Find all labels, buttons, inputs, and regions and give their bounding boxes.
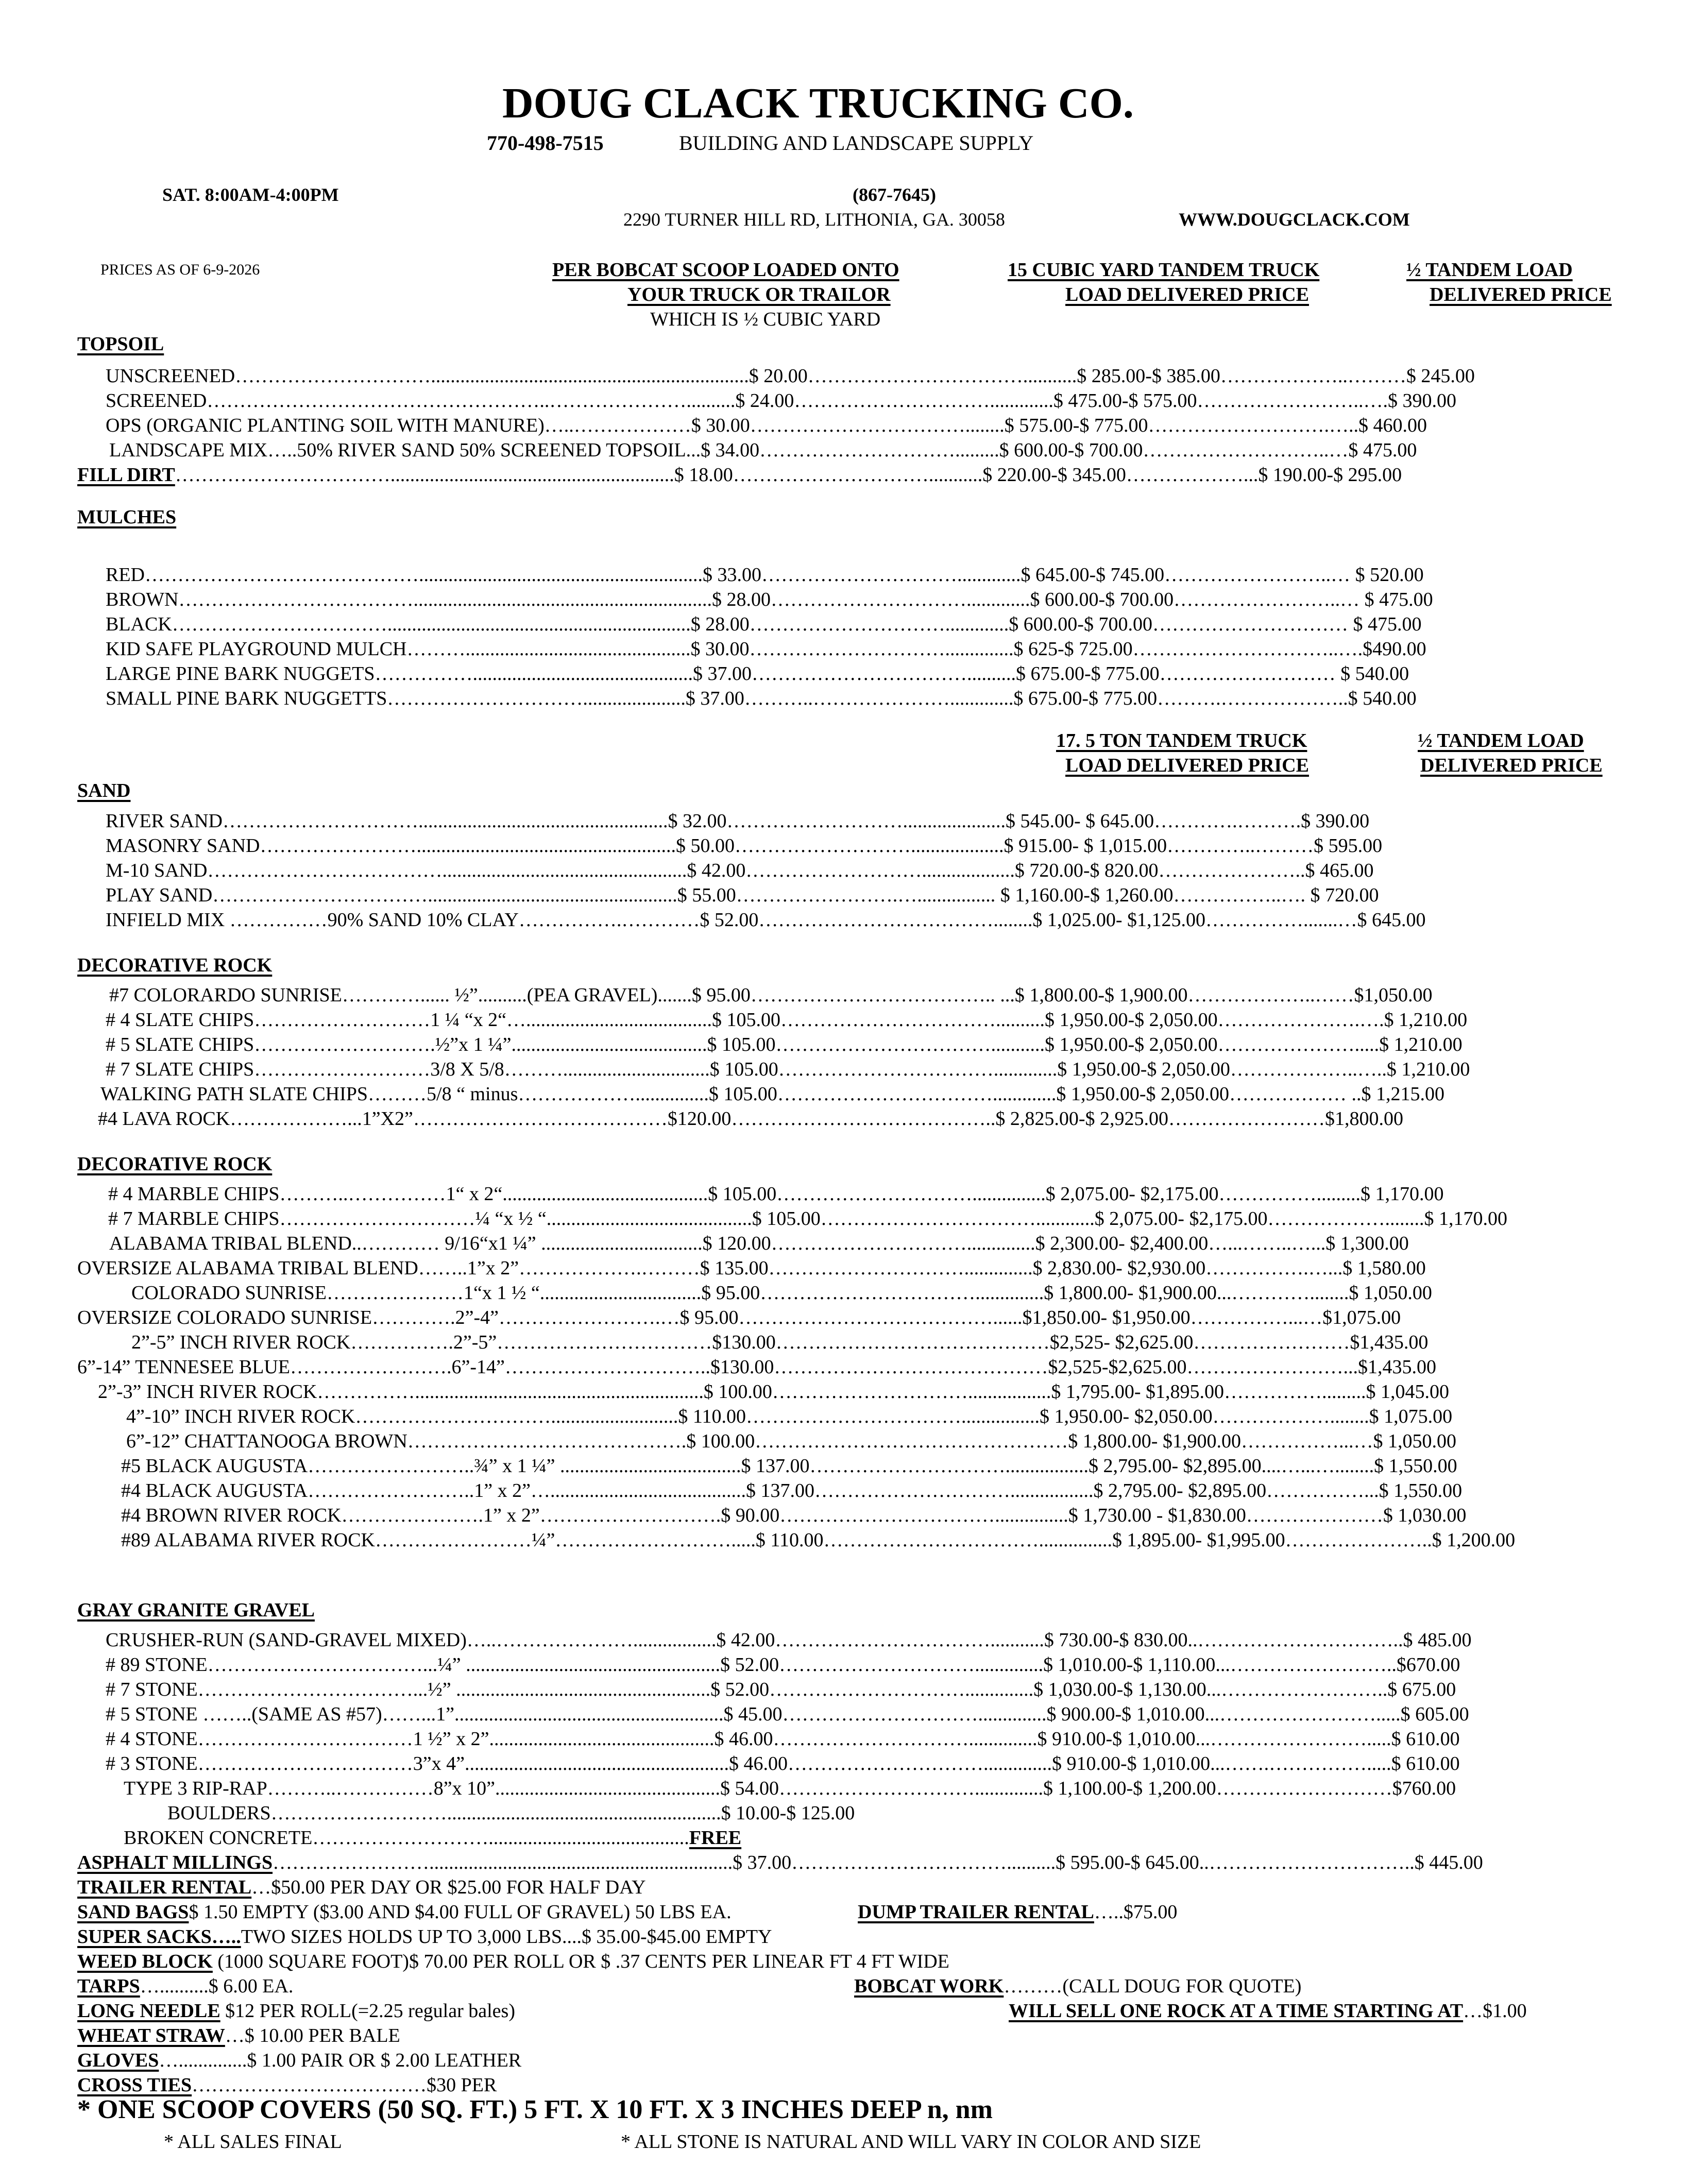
price-line-text: 4”-10” INCH RIVER ROCK…………………………..........................$ 110.00……………………………................$ 1,950.00- $2,050.00………………........$ 1,075.00 bbox=[126, 1406, 1453, 1427]
hours: SAT. 8:00AM-4:00PM bbox=[162, 184, 339, 205]
price-line bbox=[106, 638, 1426, 660]
col-half-line1: ½ TANDEM LOAD bbox=[1406, 259, 1573, 281]
price-line-text: LANDSCAPE MIX…..50% RIVER SAND 50% SCREENED TOPSOIL...$ 34.00………………………….........$ 600.00-$ 700.00………………………..…$ 475.00 bbox=[109, 439, 1417, 461]
price-line-text: BLACK……………………………..............................................................$ 28.00………………………….............$ 600.00-$ 700.00………………………… $ 475.00 bbox=[106, 613, 1422, 635]
price-line-lead: ASPHALT MILLINGS bbox=[77, 1852, 273, 1873]
phone-number: 770-498-7515 bbox=[487, 131, 604, 155]
price-line-text: MASONRY SAND…………………….....................................................$ 50.00………………………...................$ 915.00- $ 1,015.00…………..………$ 595.00 bbox=[106, 835, 1383, 857]
price-line-text: #89 ALABAMA RIVER ROCK……………………¼”……………………….....$ 110.00……………………………...............$ 1,895.00- $1,995.00…………………..$ 1,200.00 bbox=[121, 1529, 1516, 1551]
price-line bbox=[100, 1083, 1444, 1105]
price-line-text: 6”-14” TENNESEE BLUE…………………….6”-14”…………………………..$130.00……………………………………$2,525-$2,625.00……………………...$1,435.00 bbox=[77, 1356, 1437, 1378]
price-line-text: 6”-12” CHATTANOOGA BROWN…………………………………….$ 100.00…………………………………………$ 1,800.00- $1,900.00……………...…$ 1,050.00 bbox=[126, 1430, 1456, 1452]
price-line bbox=[106, 588, 1433, 611]
price-line-text: BOULDERS………………………........................................................$ 10.00-$ 125.00 bbox=[167, 1802, 855, 1824]
price-line-text: COLORADO SUNRISE…………………1“x 1 ½ “.................................$ 95.00……………………………..............$ 1,800.00- $1,900.00...…………........$ 1,050.00 bbox=[131, 1282, 1432, 1304]
one-rock-label: WILL SELL ONE ROCK AT A TIME STARTING AT bbox=[1009, 2000, 1464, 2022]
weed-block-line bbox=[77, 1950, 949, 1973]
price-line bbox=[106, 884, 1379, 907]
trailer-rental-line bbox=[77, 1876, 646, 1899]
price-line-text: INFIELD MIX ……………90% SAND 10% CLAY…………….…………$ 52.00………………………………........$ 1,025.00- $1,125.00…………….......…$ 645.00 bbox=[106, 909, 1426, 931]
tarps-line bbox=[77, 1975, 293, 1998]
long-needle-text: $12 PER ROLL(=2.25 regular bales) bbox=[220, 2000, 515, 2022]
price-line bbox=[108, 1183, 1443, 1205]
price-line bbox=[106, 1009, 1467, 1031]
col-half2-line2: DELIVERED PRICE bbox=[1420, 755, 1603, 776]
one-rock-line bbox=[1009, 2000, 1527, 2022]
price-line bbox=[106, 414, 1427, 437]
price-line-text: # 4 MARBLE CHIPS………..……………1“ x 2“..........................................$ 105.00…………………………...............$ 2,075.00- $2,175.00…………….........$ 1,170.00 bbox=[108, 1183, 1444, 1205]
price-line bbox=[108, 1207, 1507, 1230]
tagline: BUILDING AND LANDSCAPE SUPPLY bbox=[679, 131, 1034, 155]
price-line-text: #4 LAVA ROCK………………...1”X2”…………………………………$120.00…………………………………..$ 2,825.00-$ 2,925.00……………………$1,800.00 bbox=[98, 1108, 1404, 1130]
price-line-text: PLAY SAND……………………………...................................................$ 55.00…………………….…................ $ 1,160.00-$ 1,260.00……………..…. $ 720.00 bbox=[106, 884, 1379, 906]
price-line-text: # 4 SLATE CHIPS………………………1 ¼ “x 2“…......................................$ 105.00……………………………..........$ 1,950.00-$ 2,050.00………………….….$ 1,210.00 bbox=[106, 1009, 1468, 1031]
sand-bags-line bbox=[77, 1901, 732, 1923]
price-line bbox=[106, 1033, 1463, 1056]
price-line-text: WALKING PATH SLATE CHIPS………5/8 “ minus………………...............$ 105.00…………………………….............$ 1,950.00-$ 2,050.00……………… ..$ 1,215.00 bbox=[100, 1083, 1445, 1105]
price-line bbox=[106, 834, 1382, 857]
price-line-text: TYPE 3 RIP-RAP………..……………8”x 10”..............................................$ 54.00…………………………..............$ 1,100.00-$ 1,200.00………………………$760.00 bbox=[124, 1778, 1456, 1799]
col-bobcat-line3: WHICH IS ½ CUBIC YARD bbox=[650, 309, 881, 330]
price-line-text: # 7 MARBLE CHIPS…………………………¼ “x ½ “..........................................$ 105.00……………………………............$ 2,075.00- $2,175.00………………........$ 1,170.00 bbox=[108, 1208, 1507, 1230]
price-line bbox=[124, 1777, 1456, 1800]
wheat-straw-text: …$ 10.00 PER BALE bbox=[225, 2025, 400, 2046]
price-line-text: SCREENED……………………………………………..…………………..........$ 24.00………………………….............$ 475.00-$ 575.00……………………..….$ 390.00 bbox=[106, 390, 1456, 412]
super-sacks-label: SUPER SACKS….. bbox=[77, 1926, 241, 1948]
price-line-text: CRUSHER-RUN (SAND-GRAVEL MIXED)…..………………….................$ 42.00……………………………...........$ 730.00-$ 830.00..…………………………..$ 485.00 bbox=[106, 1629, 1472, 1651]
sand-bags-text: $ 1.50 EMPTY ($3.00 AND $4.00 FULL OF GRAVEL) 50 LBS EA. bbox=[189, 1901, 732, 1923]
price-line bbox=[106, 1728, 1460, 1750]
price-line bbox=[106, 662, 1409, 685]
gloves-text: …..............$ 1.00 PAIR OR $ 2.00 LEATHER bbox=[159, 2050, 522, 2071]
price-line-text: # 7 STONE……………………………...½” ....................................................$ 52.00…………………………..............$ 1,030.00-$ 1,130.00...……………………..$ 675.00 bbox=[106, 1679, 1456, 1700]
price-line bbox=[126, 1430, 1456, 1453]
col-bobcat-line2: YOUR TRUCK OR TRAILOR bbox=[627, 284, 891, 305]
price-line bbox=[106, 1752, 1460, 1775]
one-rock-text: …$1.00 bbox=[1463, 2000, 1527, 2022]
cross-ties-text: ………………………………$30 PER bbox=[192, 2074, 497, 2096]
weed-block-label: WEED BLOCK bbox=[77, 1951, 213, 1972]
price-line-text: #7 COLORARDO SUNRISE…………...... ½”..........(PEA GRAVEL).......$ 95.00……………………………….. ...$ 1,800.00-$ 1,900.00………………..……$1,050.00 bbox=[109, 984, 1433, 1006]
price-line bbox=[167, 1802, 855, 1824]
section-decorative-rock-2: DECORATIVE ROCK bbox=[77, 1153, 273, 1175]
dump-trailer-line bbox=[858, 1901, 1177, 1923]
price-line-text: #4 BLACK AUGUSTA……………………..1” x 2”…........................................$ 137.00………………………….................$ 2,795.00- $2,895.00……………...$ 1,550.00 bbox=[121, 1480, 1463, 1502]
price-line-text: ALABAMA TRIBAL BLEND..………… 9/16“x1 ¼” .................................$ 120.00…………………………..............$ 2,300.00- $2,400.00…...……..…...$ 1,300.00 bbox=[109, 1233, 1409, 1254]
long-needle-label: LONG NEEDLE bbox=[77, 2000, 220, 2022]
bobcat-work-line bbox=[854, 1975, 1301, 1998]
price-line bbox=[77, 1851, 1483, 1874]
price-line bbox=[106, 909, 1426, 931]
price-line-text: 2”-5” INCH RIVER ROCK…………….2”-5”……………………………$130.00……………………………………$2,525- $2,625.00……………………$1,435.00 bbox=[131, 1332, 1429, 1353]
price-line-text: #5 BLACK AUGUSTA……………………..¾” x 1 ¼” .....................................$ 137.00………………………….................$ 2,795.00- $2,895.00....…...…........$ 1,550.00 bbox=[121, 1455, 1457, 1477]
super-sacks-text: TWO SIZES HOLDS UP TO 3,000 LBS....$ 35.00-$45.00 EMPTY bbox=[241, 1926, 772, 1948]
col-tandem15-line1: 15 CUBIC YARD TANDEM TRUCK bbox=[1008, 259, 1320, 281]
tarps-text: …..........$ 6.00 EA. bbox=[140, 1975, 294, 1997]
price-line bbox=[106, 389, 1456, 412]
dump-trailer-label: DUMP TRAILER RENTAL bbox=[858, 1901, 1094, 1923]
price-line bbox=[121, 1479, 1462, 1502]
price-line bbox=[121, 1455, 1457, 1477]
price-line bbox=[106, 1058, 1470, 1081]
price-line bbox=[106, 613, 1421, 636]
price-line bbox=[121, 1504, 1466, 1527]
section-sand: SAND bbox=[77, 780, 131, 801]
price-line bbox=[106, 1629, 1472, 1651]
price-line bbox=[124, 1827, 741, 1849]
price-line bbox=[109, 984, 1433, 1006]
bobcat-work-text: ………(CALL DOUG FOR QUOTE) bbox=[1004, 1975, 1302, 1997]
trailer-rental-text: …$50.00 PER DAY OR $25.00 FOR HALF DAY bbox=[251, 1876, 646, 1898]
price-line-text: ……………………..............................................................$ 37.00……………………………..........$ 595.00-$ 645.00..…………………………..$ 445.00 bbox=[273, 1852, 1483, 1873]
wheat-straw-label: WHEAT STRAW bbox=[77, 2025, 225, 2046]
price-line-lead: FILL DIRT bbox=[77, 464, 175, 486]
weed-block-text: (1000 SQUARE FOOT)$ 70.00 PER ROLL OR $ .37 CENTS PER LINEAR FT 4 FT WIDE bbox=[212, 1951, 949, 1972]
price-line bbox=[77, 1356, 1436, 1378]
price-line bbox=[106, 687, 1417, 710]
price-line bbox=[106, 810, 1369, 832]
price-line bbox=[106, 859, 1374, 882]
wheat-straw-line bbox=[77, 2024, 400, 2047]
price-line bbox=[77, 464, 1402, 486]
section-decorative-rock-1: DECORATIVE ROCK bbox=[77, 954, 273, 976]
price-line bbox=[106, 1653, 1460, 1676]
price-line bbox=[126, 1405, 1452, 1428]
price-line-text: SMALL PINE BARK NUGGETTS………………………….....................$ 37.00………..………………….............$ 675.00-$ 775.00……….………………..$ 540.00 bbox=[106, 688, 1417, 709]
price-line bbox=[109, 1232, 1409, 1255]
tarps-label: TARPS bbox=[77, 1975, 140, 1997]
price-line-text: #4 BROWN RIVER ROCK………………….1” x 2”……………………….$ 90.00……………………………...............$ 1,730.00 - $1,830.00…………………$ 1,030.00 bbox=[121, 1505, 1467, 1526]
gloves-label: GLOVES bbox=[77, 2050, 159, 2071]
price-line-text: KID SAFE PLAYGROUND MULCH………..............................................$ 30.00…………………………..............$ 625-$ 725.00…………………………..….$490.00 bbox=[106, 638, 1426, 660]
cross-ties-line bbox=[77, 2074, 497, 2096]
price-line-text: BROWN……………………………….............................................................$ 28.00………………………….............$ 600.00-$ 700.00……………………..… $ 475.00 bbox=[106, 589, 1433, 610]
col-bobcat-line1: PER BOBCAT SCOOP LOADED ONTO bbox=[552, 259, 899, 281]
price-line-text: M-10 SAND………………………………..................................................$ 42.00………………………...................$ 720.00-$ 820.00…………………..$ 465.00 bbox=[106, 860, 1374, 881]
price-line-text: 2”-3” INCH RIVER ROCK……………...........................................................$ 100.00………………………….................$ 1,795.00- $1,895.00…………….........$ 1,045.00 bbox=[98, 1381, 1450, 1403]
price-line-text: OVERSIZE COLORADO SUNRISE………….2”-4”…………………….…$ 95.00…………………………………......$1,850.00- $1,950.00……………...…$1,075.00 bbox=[77, 1307, 1401, 1328]
price-line-text: # 89 STONE……………………………...¼” ....................................................$ 52.00…………………………..............$ 1,010.00-$ 1,110.00...……………………..$670.00 bbox=[106, 1654, 1460, 1676]
price-line bbox=[98, 1380, 1449, 1403]
super-sacks-line bbox=[77, 1925, 772, 1948]
company-name: DOUG CLACK TRUCKING CO. bbox=[502, 79, 1134, 127]
section-mulches: MULCHES bbox=[77, 506, 177, 528]
bobcat-work-label: BOBCAT WORK bbox=[854, 1975, 1004, 1997]
col-half-line2: DELIVERED PRICE bbox=[1430, 284, 1612, 305]
dump-trailer-text: …..$75.00 bbox=[1094, 1901, 1178, 1923]
price-line-text: RIVER SAND…………………………...................................................$ 32.00……………………….....................$ 545.00- $ 645.00………….……….$ 390.00 bbox=[106, 810, 1370, 832]
price-line bbox=[131, 1331, 1428, 1354]
price-line-text: BROKEN CONCRETE………………………......................................... bbox=[124, 1827, 689, 1849]
col-tandem175-line2: LOAD DELIVERED PRICE bbox=[1065, 755, 1309, 776]
trailer-rental-label: TRAILER RENTAL bbox=[77, 1876, 252, 1898]
price-line-text: # 4 STONE……………………………1 ½” x 2”..............................................$ 46.00…………………………..............$ 910.00-$ 1,010.00...…………………….....$ 610.00 bbox=[106, 1728, 1460, 1750]
price-line-text: UNSCREENED………………………….................................................................$ 20.00……………………………...........$ 285.00-$ 385.00………………..………$ 245.00 bbox=[106, 365, 1475, 387]
col-tandem175-line1: 17. 5 TON TANDEM TRUCK bbox=[1056, 730, 1307, 752]
sand-bags-label: SAND BAGS bbox=[77, 1901, 189, 1923]
price-line bbox=[131, 1282, 1432, 1304]
price-line bbox=[77, 1257, 1426, 1279]
price-line bbox=[106, 1703, 1469, 1726]
cross-ties-label: CROSS TIES bbox=[77, 2074, 192, 2096]
col-tandem15-line2: LOAD DELIVERED PRICE bbox=[1065, 284, 1309, 305]
alt-phone: (867-7645) bbox=[853, 184, 936, 205]
section-topsoil: TOPSOIL bbox=[77, 333, 164, 355]
price-line bbox=[109, 439, 1417, 462]
gloves-line bbox=[77, 2049, 521, 2072]
price-line bbox=[77, 1306, 1401, 1329]
price-line-text: # 3 STONE……………………………3”x 4”......................................................$ 46.00…………………………..............$ 910.00-$ 1,010.00...…….…………….....$ 610.00 bbox=[106, 1753, 1460, 1774]
prices-as-of: PRICES AS OF 6-9-2026 bbox=[100, 261, 260, 278]
price-line-tail: FREE bbox=[689, 1827, 742, 1849]
price-line bbox=[98, 1107, 1403, 1130]
price-line-text: # 5 STONE ……..(SAME AS #57)……...1”.......................................................$ 45.00…………………………..............$ 900.00-$ 1,010.00...…………………….....$ 605.00 bbox=[106, 1703, 1469, 1725]
col-half2-line1: ½ TANDEM LOAD bbox=[1418, 730, 1584, 752]
scoop-coverage-note: * ONE SCOOP COVERS (50 SQ. FT.) 5 FT. X 10 FT. X 3 INCHES DEEP n, nm bbox=[77, 2095, 993, 2124]
price-line bbox=[121, 1529, 1515, 1551]
address: 2290 TURNER HILL RD, LITHONIA, GA. 30058 bbox=[623, 209, 1005, 230]
price-line-text: OVERSIZE ALABAMA TRIBAL BLEND……..1”x 2”……………….………$ 135.00…………………………..............$ 2,830.00- $2,930.00…………….…...$ 1,580.00 bbox=[77, 1257, 1426, 1279]
all-sales-final: * ALL SALES FINAL bbox=[164, 2131, 342, 2153]
price-line-text: LARGE PINE BARK NUGGETS…………….............................................$ 37.00……………………………..........$ 675.00-$ 775.00……………………… $ 540.00 bbox=[106, 663, 1409, 685]
price-line-text: # 7 SLATE CHIPS………………………3/8 X 5/8………..............................$ 105.00…………………………….............$ 1,950.00-$ 2,050.00………………..…..$ 1,210.00 bbox=[106, 1059, 1470, 1080]
price-line bbox=[106, 365, 1475, 387]
website: WWW.DOUGCLACK.COM bbox=[1179, 209, 1410, 230]
long-needle-line bbox=[77, 2000, 515, 2022]
section-gray-granite-gravel: GRAY GRANITE GRAVEL bbox=[77, 1599, 315, 1621]
price-line bbox=[106, 564, 1424, 586]
price-line-text: ……………………………..........................................................$ 18.00…………………………...........$ 220.00-$ 345.00………………...$ 190.00-$ 295.00 bbox=[175, 464, 1402, 486]
natural-stone-note: * ALL STONE IS NATURAL AND WILL VARY IN COLOR AND SIZE bbox=[621, 2131, 1201, 2153]
price-line-text: # 5 SLATE CHIPS……………………….½”x 1 ¼”........................................$ 105.00……………………………...........$ 1,950.00-$ 2,050.00………………….....$ 1,210.00 bbox=[106, 1034, 1463, 1055]
price-line-text: OPS (ORGANIC PLANTING SOIL WITH MANURE)…..………………$ 30.00……………………………........$ 575.00-$ 775.00……………………….…..$ 460.00 bbox=[106, 415, 1427, 436]
price-line-text: RED……………………………………..........................................................$ 33.00………………………….............$ 645.00-$ 745.00……………………..… $ 520.00 bbox=[106, 564, 1424, 586]
price-line bbox=[106, 1678, 1456, 1701]
